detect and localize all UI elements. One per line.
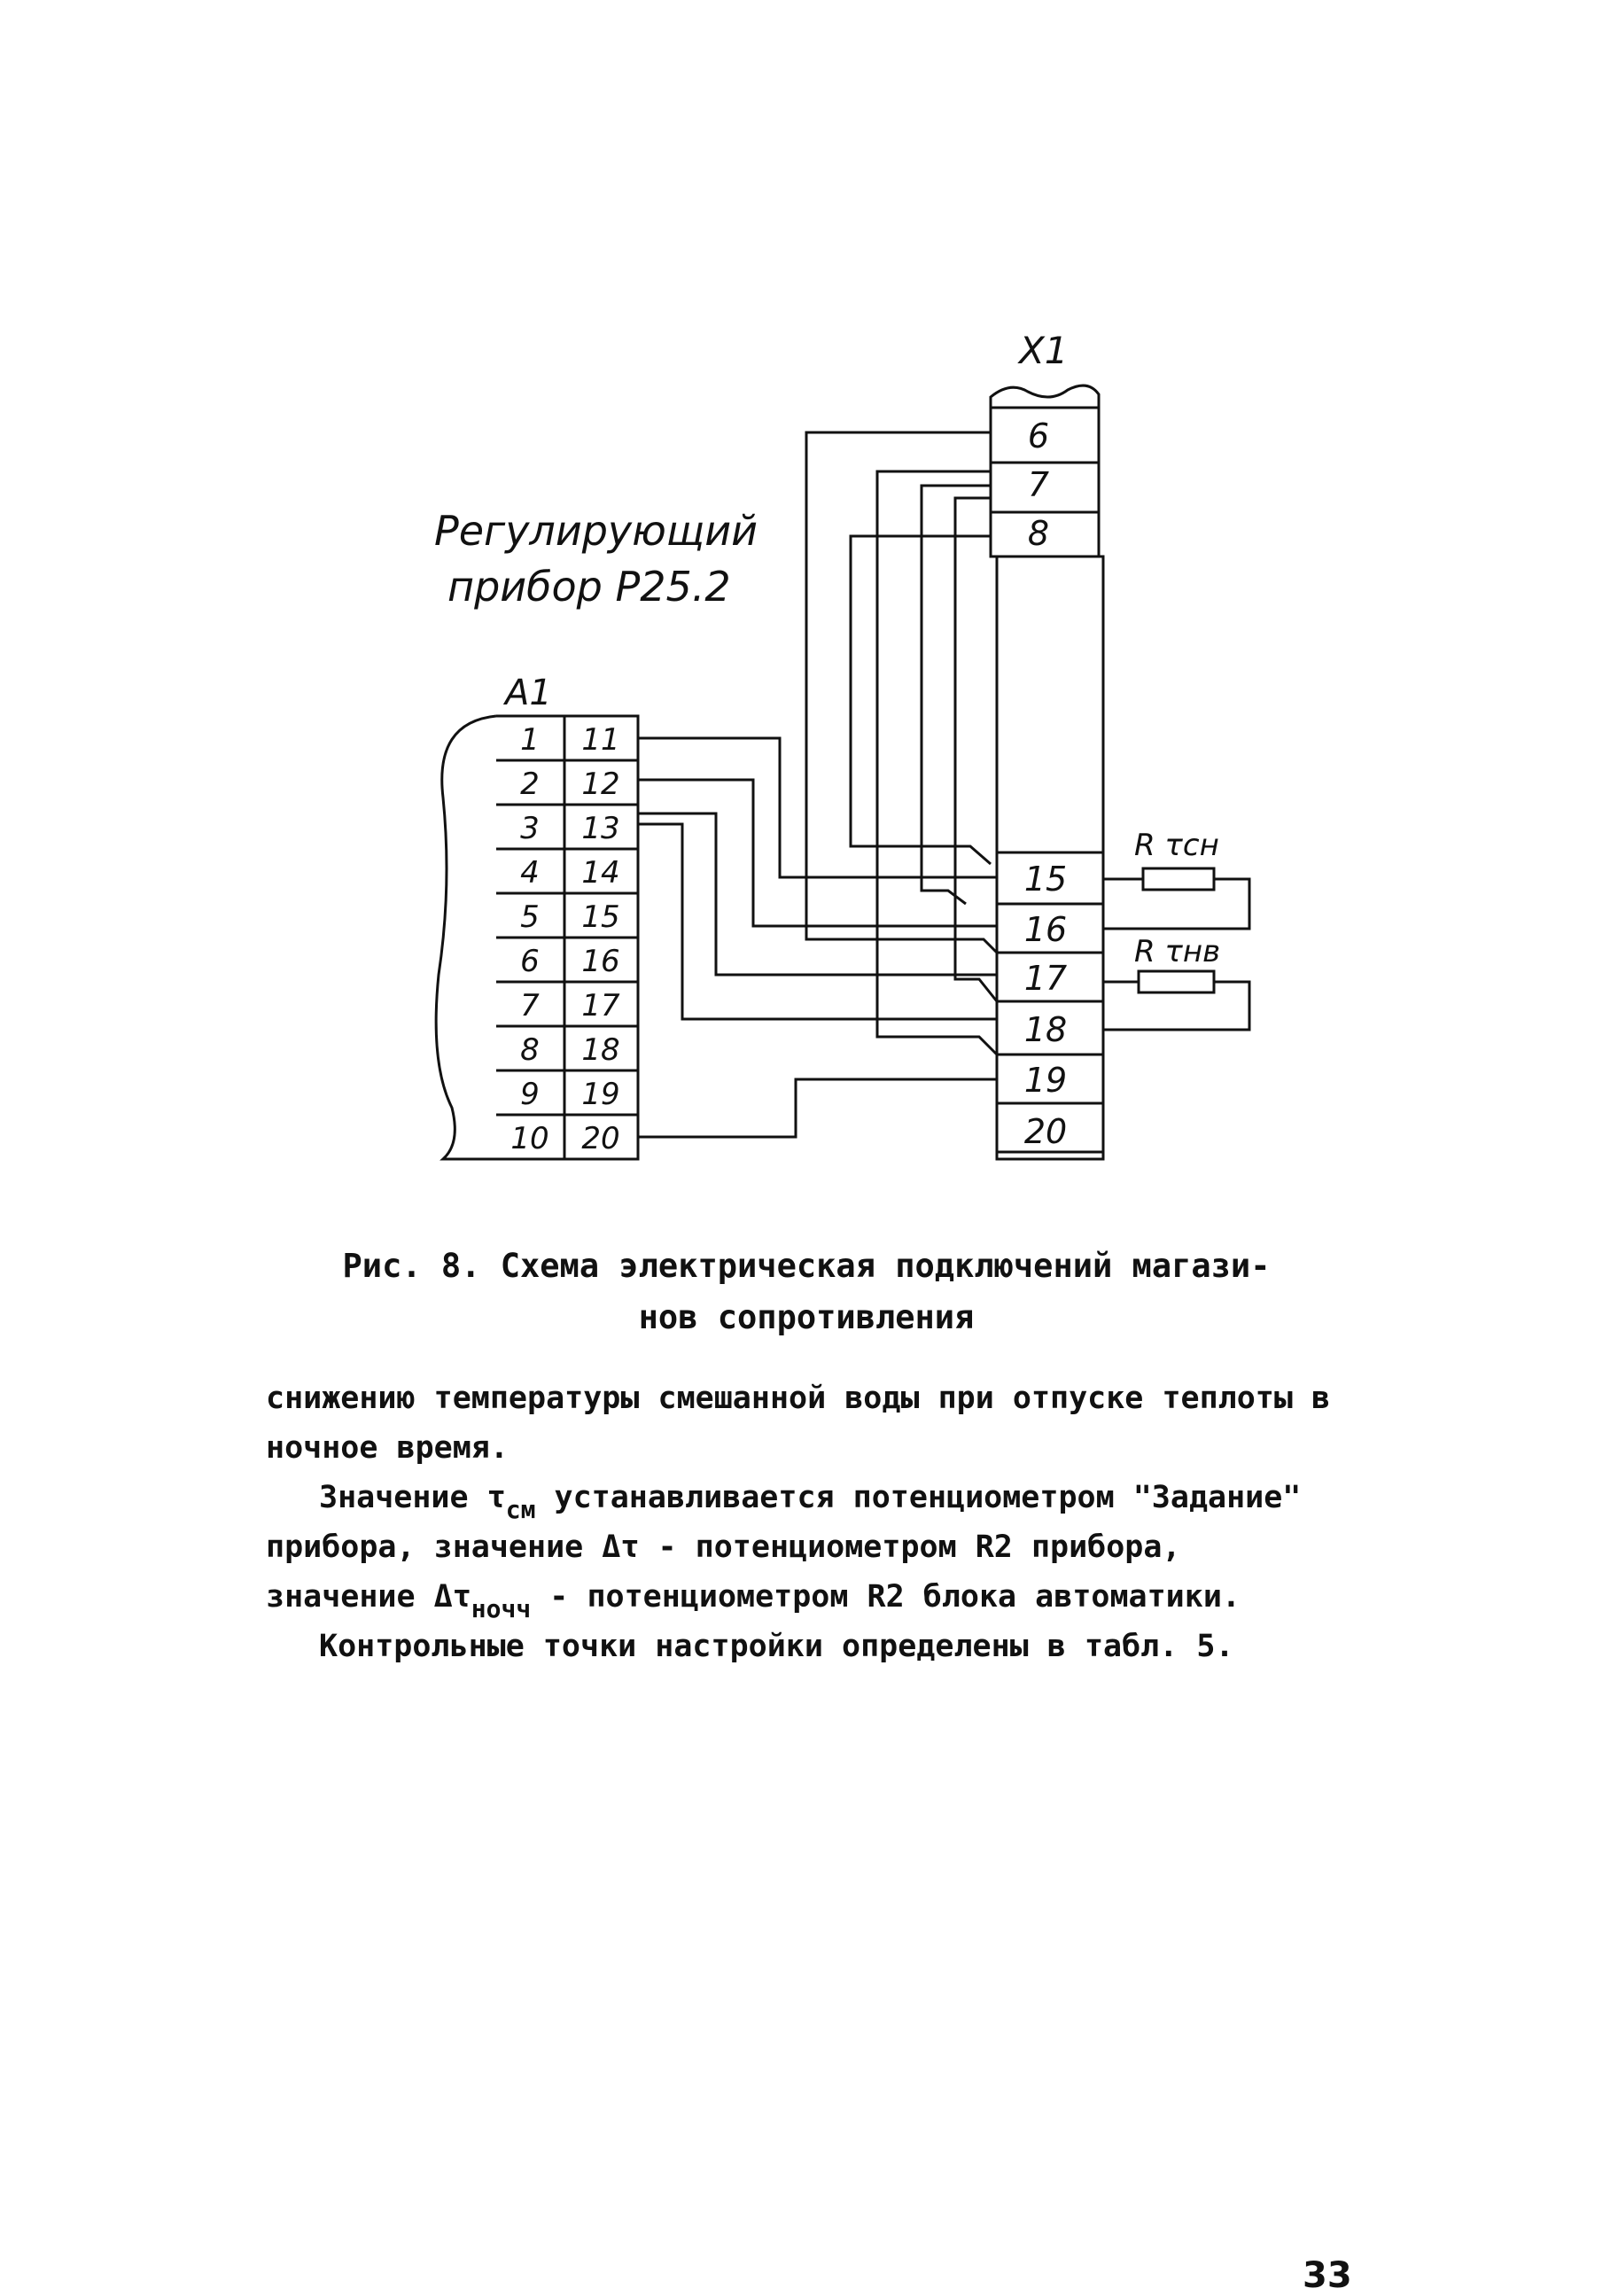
caption-line: Рис. 8. Схема электрическая подключений магази- <box>342 1247 1271 1285</box>
a1-terminal: 9 <box>520 1077 540 1112</box>
paragraph: Контрольные точки настройки определены в табл. 5. <box>319 1629 1234 1664</box>
a1-terminal: 3 <box>520 811 540 846</box>
x1-terminal: 7 <box>1027 465 1050 504</box>
a1-terminal: 13 <box>581 811 620 846</box>
text-run: - потенциометром R2 блока автоматики. <box>531 1579 1241 1615</box>
a1-terminal: 18 <box>581 1032 620 1068</box>
wire-a1-20 <box>638 1079 997 1137</box>
paragraph <box>266 1473 1338 1622</box>
x1-terminal: 16 <box>1023 910 1068 949</box>
a1-terminal: 8 <box>520 1032 540 1068</box>
resistor-1-symbol <box>1143 868 1214 890</box>
x1-terminal: 20 <box>1023 1112 1068 1151</box>
wire-x1-7a <box>877 471 997 1055</box>
a1-terminal: 11 <box>581 722 620 758</box>
a1-terminal: 5 <box>520 899 540 935</box>
wire-a1-12 <box>638 780 997 926</box>
a1-terminal: 7 <box>520 988 540 1023</box>
a1-terminal: 19 <box>581 1077 620 1112</box>
paragraph: снижению температуры смешанной воды при отпуске теплоты в ночное время. <box>266 1381 1331 1466</box>
device-label-line2: прибор Р25.2 <box>447 563 731 611</box>
subscript: ночч <box>471 1594 532 1623</box>
a1-terminal: 14 <box>581 855 620 891</box>
text-run: Значение τ <box>319 1480 506 1515</box>
a1-body-outline <box>436 716 496 1159</box>
x1-terminal: 18 <box>1023 1010 1068 1049</box>
figure-caption <box>266 1241 1347 1343</box>
x1-block-label: X1 <box>1019 329 1069 372</box>
x1-terminal: 15 <box>1023 860 1068 899</box>
body-text <box>266 1374 1338 1671</box>
subscript: см <box>505 1495 536 1524</box>
a1-terminal: 2 <box>520 767 540 802</box>
a1-terminal: 16 <box>581 944 620 979</box>
resistor-2-symbol <box>1139 971 1214 992</box>
a1-terminal: 4 <box>520 855 540 891</box>
a1-terminal: 10 <box>510 1121 549 1156</box>
x1-terminal: 19 <box>1023 1061 1068 1100</box>
wire-a1-13a <box>638 813 997 975</box>
wire-a1-11 <box>638 738 997 877</box>
resistor-2-label: R τнв <box>1134 934 1221 969</box>
device-label-line1: Регулирующий <box>434 507 758 555</box>
a1-terminal: 17 <box>581 988 620 1023</box>
a1-terminal: 1 <box>520 722 540 758</box>
wire-a1-13b <box>638 824 997 1019</box>
caption-line: нов сопротивления <box>638 1298 975 1336</box>
text-run: устанавливается потенциометром "Задание" прибора, значение Δτ - потенциометром R2 прибора, значение Δτ <box>266 1480 1302 1615</box>
x1-terminal: 8 <box>1027 514 1050 553</box>
page-number: 33 <box>1303 2255 1352 2296</box>
wire-x1-6 <box>806 432 997 953</box>
a1-terminal: 6 <box>520 944 540 979</box>
a1-terminal: 15 <box>581 899 620 935</box>
x1-terminal: 17 <box>1023 959 1068 998</box>
a1-terminal: 20 <box>581 1121 620 1156</box>
a1-block-label: A1 <box>505 673 552 713</box>
x1-terminal: 6 <box>1027 416 1050 455</box>
a1-terminal: 12 <box>581 767 620 802</box>
resistor-1-label: R τсн <box>1134 828 1219 863</box>
